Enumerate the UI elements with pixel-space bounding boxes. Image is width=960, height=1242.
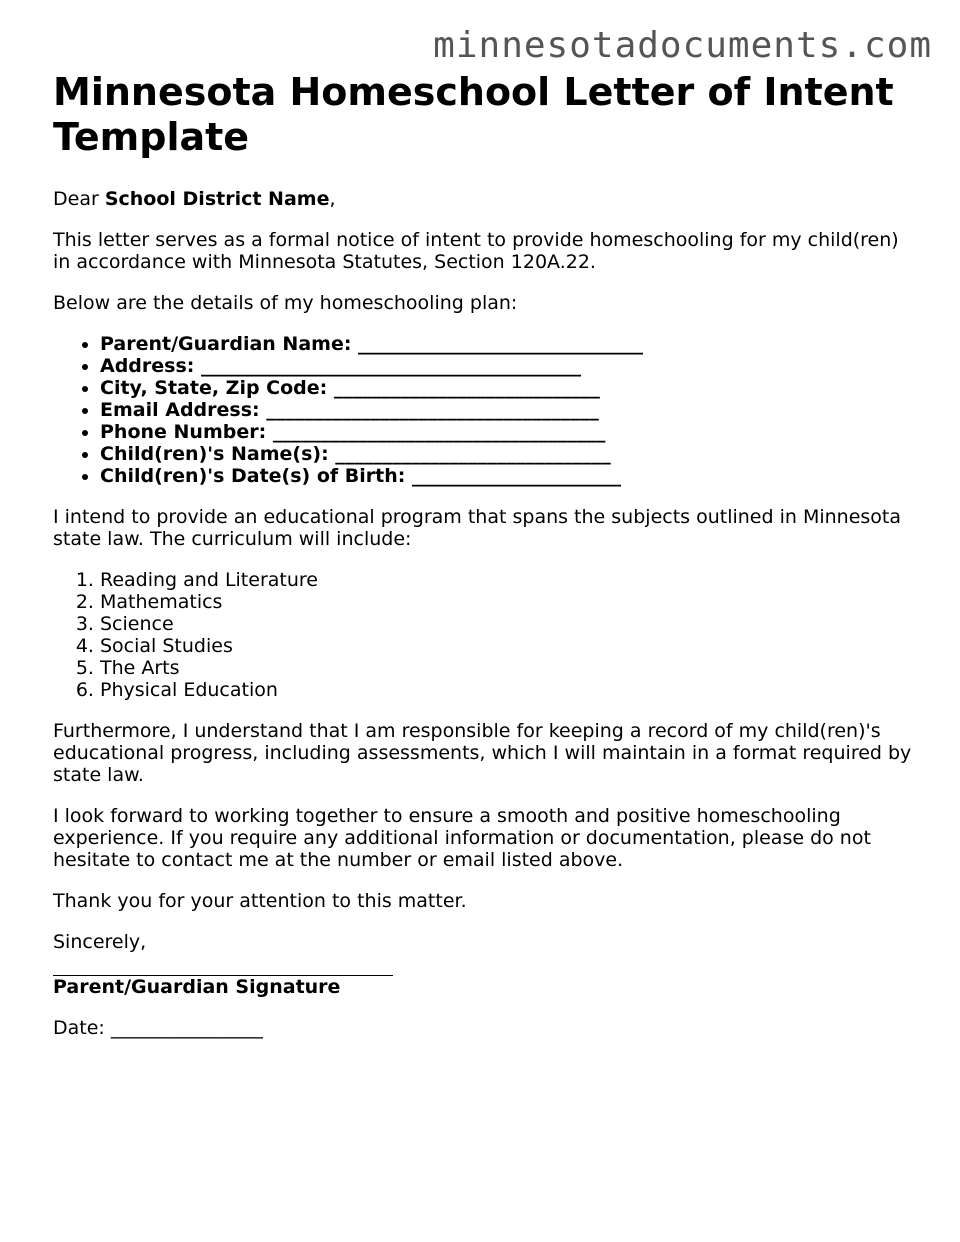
subjects-list — [53, 569, 913, 701]
details-intro: Below are the details of my homeschooling plan: — [53, 292, 518, 314]
greeting-recipient: School District Name — [104, 188, 330, 210]
signature-label: Parent/Guardian Signature — [53, 976, 341, 998]
greeting-suffix: , — [329, 188, 336, 210]
records-paragraph: Furthermore, I understand that I am responsible for keeping a record of my child(ren)'s educational progress, including assessments, which I will maintain in a format required by state law. — [53, 720, 912, 786]
thanks-line: Thank you for your attention to this matter. — [53, 890, 467, 912]
details-list — [53, 333, 913, 487]
subject-item: 5. The Arts — [100, 657, 913, 679]
subject-item: 3. Science — [100, 613, 913, 635]
field-parent-name: • Parent/Guardian Name: ______________________________ — [100, 333, 913, 355]
greeting-prefix: Dear — [53, 188, 105, 210]
page-title: Minnesota Homeschool Letter of Intent Template — [53, 70, 894, 159]
field-child-names: • Child(ren)'s Name(s): _____________________________ — [100, 443, 913, 465]
subject-item: 4. Social Studies — [100, 635, 913, 657]
field-city-state-zip: • City, State, Zip Code: ____________________________ — [100, 377, 913, 399]
intro-paragraph: This letter serves as a formal notice of intent to provide homeschooling for my child(ren) in accordance with Minnesota Statutes, Section 120A.22. — [53, 229, 899, 273]
curriculum-intro: I intend to provide an educational program that spans the subjects outlined in Minnesota state law. The curriculum will include: — [53, 506, 902, 550]
closing-paragraph: I look forward to working together to ensure a smooth and positive homeschooling experience. If you require any additional information or documentation, please do not hesitate to contact me at the number or email listed above. — [53, 805, 871, 871]
field-address: • Address: ________________________________________ — [100, 355, 913, 377]
subject-item: 6. Physical Education — [100, 679, 913, 701]
subject-item: 2. Mathematics — [100, 591, 913, 613]
field-child-birth-dates: • Child(ren)'s Date(s) of Birth: ______________________ — [100, 465, 913, 487]
sign-off: Sincerely, — [53, 931, 147, 953]
subject-item: 1. Reading and Literature — [100, 569, 913, 591]
watermark: minnesotadocuments.com — [433, 25, 932, 66]
date-line: Date: ________________ — [53, 1017, 263, 1039]
field-email: • Email Address: ___________________________________ — [100, 399, 913, 421]
letter-document — [53, 70, 913, 1058]
field-phone: • Phone Number: ___________________________________ — [100, 421, 913, 443]
greeting — [53, 188, 913, 210]
